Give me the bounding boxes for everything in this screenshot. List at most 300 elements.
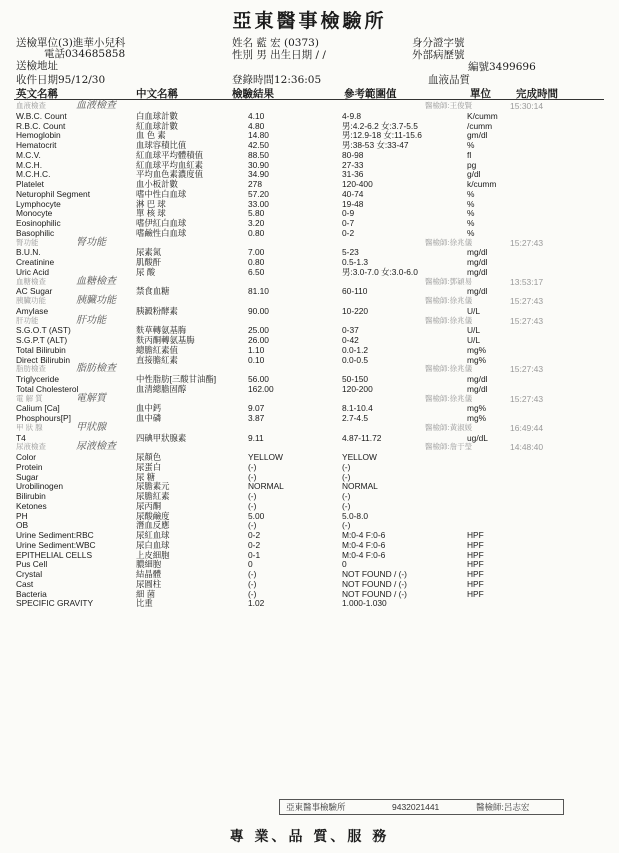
section-handwritten-note: 尿液檢查 [76,441,116,453]
section-completed-time: 13:53:17 [510,276,544,287]
test-english-name: Hematocrit [16,140,57,150]
test-chinese-name: 血小板計數 [136,179,178,189]
test-chinese-name: 細 菌 [136,588,156,599]
test-english-name: Eosinophilic [16,218,61,228]
test-result: 90.00 [248,305,269,316]
table-row [0,452,619,462]
section-handwritten-note: 脂肪檢查 [76,363,116,375]
test-unit: HPF [467,559,484,570]
test-english-name: Urine Sediment:RBC [16,530,94,540]
test-result: 26.00 [248,335,269,345]
test-unit: mg% [467,344,487,355]
test-unit: HPF [467,588,484,599]
section-technician: 醫檢師:徐兆儀 [425,237,473,247]
test-result: (-) [248,461,257,472]
test-result: 30.90 [248,159,269,170]
col-result: 檢驗結果 [232,88,274,100]
test-reference-range: 10-220 [342,305,369,316]
id-label: 身分證字號 [412,37,465,49]
test-unit: mg/dl [467,247,488,258]
section-completed-time: 15:27:43 [510,364,544,375]
test-english-name: PH [16,510,28,521]
test-unit: mg% [467,403,487,414]
test-result: 3.20 [248,218,265,228]
test-english-name: Creatinine [16,257,55,267]
test-reference-range: 40-74 [342,188,364,199]
sender-phone: 電話034685858 [44,48,126,60]
test-unit: HPF [467,539,484,550]
test-english-name: Total Bilirubin [16,344,66,355]
external-record: 外部病歷號 [412,49,465,61]
test-reference-range: 5.0-8.0 [342,510,369,521]
section-technician: 醫檢師:王俊賢 [425,101,473,110]
table-row [0,598,619,608]
test-chinese-name: 血中鈣 [136,403,162,414]
test-english-name: S.G.P.T (ALT) [16,335,68,345]
section-category: 尿液檢查 [16,442,46,452]
test-english-name: Bacteria [16,588,47,599]
test-unit: mg/dl [467,374,488,384]
test-reference-range: 男:12.9-18 女:11-15.6 [342,130,422,141]
test-reference-range: 男:38-53 女:33-47 [342,140,409,150]
test-english-name: T4 [16,432,26,443]
section-header [0,277,619,287]
table-row [0,130,619,140]
test-chinese-name: 嗜中性白血球 [136,188,187,199]
test-reference-range: 0.5-1.3 [342,257,369,267]
section-header [0,364,619,374]
section-category: 肝功能 [16,315,39,325]
test-chinese-name: 嗜伊紅白血球 [136,218,187,228]
col-completed-time: 完成時間 [516,88,558,100]
table-row [0,169,619,179]
test-result: 0 [248,559,253,570]
test-result: 278 [248,179,262,189]
test-reference-range: 19-48 [342,198,364,209]
section-category: 腎功能 [16,237,39,247]
table-row [0,403,619,413]
test-chinese-name: 禁食血糖 [136,286,170,297]
section-category: 血糖檢查 [16,276,46,286]
test-chinese-name: 肌酸酐 [136,257,162,267]
test-unit: % [467,198,475,209]
section-technician: 醫檢師:鄧穎易 [425,276,473,286]
section-header [0,238,619,248]
section-handwritten-note: 電解質 [76,392,106,404]
test-reference-range: 8.1-10.4 [342,403,373,414]
footer-phone: 9432021441 [392,802,440,812]
test-reference-range: 4.87-11.72 [342,432,382,443]
test-reference-range: 男:3.0-7.0 女:3.0-6.0 [342,266,418,277]
section-handwritten-note: 腎功能 [76,236,106,248]
test-unit: mg/dl [467,286,488,297]
test-reference-range: (-) [342,471,351,482]
test-english-name: R.B.C. Count [16,120,66,131]
test-unit: HPF [467,549,484,560]
test-english-name: Direct Bilirubin [16,354,70,365]
table-row [0,550,619,560]
test-reference-range: (-) [342,461,351,472]
section-completed-time: 15:27:43 [510,393,544,404]
test-reference-range: 0-9 [342,208,355,219]
section-category: 胰臟功能 [16,296,46,305]
test-english-name: AC Sugar [16,286,53,297]
section-completed-time: 15:30:14 [510,101,544,111]
test-unit: mg/dl [467,383,488,394]
section-category: 血液檢查 [16,101,46,110]
table-row [0,511,619,521]
test-result: 6.50 [248,266,265,277]
section-category: 脂肪檢查 [16,364,46,374]
test-english-name: M.C.V. [16,149,41,160]
col-chinese-name: 中文名稱 [136,88,178,100]
test-reference-range: M:0-4 F:0-6 [342,549,386,560]
test-reference-range: 1.000-1.030 [342,598,387,609]
section-header [0,296,619,306]
test-chinese-name: 中性脂肪[三酸甘油酯] [136,374,217,384]
test-reference-range: 0-37 [342,325,359,336]
test-english-name: Monocyte [16,208,53,219]
test-english-name: S.G.O.T (AST) [16,325,71,336]
test-unit: g/dl [467,169,481,180]
test-chinese-name: 尿膽素元 [136,481,170,492]
section-technician: 醫檢師:徐兆儀 [425,315,473,325]
table-row [0,589,619,599]
test-chinese-name: 紅血球平均體積值 [136,149,203,160]
table-row [0,199,619,209]
test-result: (-) [248,520,257,531]
test-unit: pg [467,159,477,170]
test-result: 7.00 [248,247,265,258]
test-result: 4.80 [248,120,265,131]
test-reference-range: M:0-4 F:0-6 [342,530,386,540]
test-chinese-name: 總膽紅素值 [136,344,178,355]
test-reference-range: 5-23 [342,247,359,258]
test-unit: mg% [467,354,487,365]
test-reference-range: 27-33 [342,159,364,170]
table-row [0,257,619,267]
footer-stamp [279,799,564,815]
test-result: 81.10 [248,286,269,297]
table-row [0,247,619,257]
table-row [0,218,619,228]
test-english-name: SPECIFIC GRAVITY [16,598,94,609]
section-technician: 醫檢師:徐兆儀 [425,393,473,403]
sex-birth: 性別 男 出生日期 / / [232,49,326,61]
test-english-name: Calium [Ca] [16,403,60,414]
test-english-name: Urobilinogen [16,481,64,492]
test-chinese-name: 尿丙酮 [136,500,162,511]
test-chinese-name: 尿膽紅素 [136,491,170,501]
table-row [0,111,619,121]
test-chinese-name: 平均血色素濃度值 [136,169,203,180]
test-chinese-name: 尿紅血球 [136,530,170,540]
table-row [0,462,619,472]
test-chinese-name: 比重 [136,598,153,609]
table-row [0,179,619,189]
test-english-name: W.B.C. Count [16,110,67,121]
table-row [0,520,619,530]
test-reference-range: 0-42 [342,335,359,345]
test-reference-range: 2.7-4.5 [342,413,369,423]
section-completed-time: 16:49:44 [510,422,544,433]
test-english-name: Pus Cell [16,559,48,570]
test-english-name: Sugar [16,471,39,482]
test-unit: mg% [467,413,487,423]
test-result: 0.10 [248,354,265,365]
section-completed-time: 15:27:43 [510,315,544,326]
test-english-name: Bilirubin [16,491,46,501]
test-english-name: Uric Acid [16,266,50,277]
test-result: (-) [248,569,257,579]
test-unit: U/L [467,335,481,345]
test-english-name: Ketones [16,500,47,511]
test-english-name: Hemoglobin [16,130,61,141]
table-row [0,472,619,482]
test-result: 42.50 [248,140,269,150]
test-result: (-) [248,471,257,482]
registered-time: 登錄時間12:36:05 [232,74,322,86]
test-result: 56.00 [248,374,269,384]
test-reference-range: 男:4.2-6.2 女:3.7-5.5 [342,120,418,131]
table-row [0,491,619,501]
test-reference-range: M:0-4 F:0-6 [342,539,386,550]
test-reference-range: NOT FOUND / (-) [342,578,407,589]
address-label: 送檢地址 [16,60,58,72]
test-result: 0-2 [248,530,261,540]
table-row [0,345,619,355]
test-unit: gm/dl [467,130,488,141]
sender-unit: 送檢單位(3)進華小兒科 [16,37,126,49]
col-reference: 參考範圍值 [344,88,397,100]
test-result: 4.10 [248,110,265,121]
received-date: 收件日期95/12/30 [16,74,106,86]
test-result: 1.10 [248,344,265,355]
section-header [0,442,619,452]
test-chinese-name: 胰澱粉酵素 [136,305,178,316]
test-unit: fl [467,149,472,160]
test-result: 14.80 [248,130,269,141]
test-unit: % [467,188,475,199]
section-technician: 醫檢師:黃淑媛 [425,422,473,432]
test-chinese-name: 血 色 素 [136,130,166,141]
table-row [0,121,619,131]
section-completed-time: 15:27:43 [510,296,544,306]
test-result: (-) [248,491,257,501]
test-chinese-name: 紅血球計數 [136,120,178,131]
test-chinese-name: 尿蛋白 [136,461,162,472]
test-chinese-name: 血中磷 [136,413,162,423]
test-reference-range: YELLOW [342,452,377,462]
test-result: (-) [248,500,257,511]
test-reference-range: 0-2 [342,227,355,238]
test-unit: % [467,140,475,150]
table-row [0,481,619,491]
test-unit: HPF [467,578,484,589]
test-unit: mg/dl [467,257,488,267]
test-chinese-name: 直接膽紅素 [136,354,178,365]
section-handwritten-note: 血糖檢查 [76,275,116,287]
test-reference-range: 80-98 [342,149,364,160]
table-row [0,208,619,218]
section-category: 電 解 質 [16,393,43,403]
test-chinese-name: 尿 糖 [136,471,156,482]
test-chinese-name: 尿顏色 [136,452,162,462]
test-chinese-name: 結晶體 [136,569,162,579]
section-header [0,101,619,111]
table-row [0,150,619,160]
col-english-name: 英文名稱 [16,88,58,100]
test-reference-range: 4-9.8 [342,110,362,121]
section-handwritten-note: 肝功能 [76,314,106,326]
test-english-name: Color [16,452,37,462]
test-result: (-) [248,588,257,599]
test-english-name: Urine Sediment:WBC [16,539,96,550]
test-chinese-name: 血球容積比值 [136,140,187,150]
test-reference-range: 0 [342,559,347,570]
test-reference-range: 50-150 [342,374,369,384]
test-english-name: M.C.H.C. [16,169,51,180]
test-chinese-name: 白血球計數 [136,110,178,121]
test-chinese-name: 膿細胞 [136,559,162,570]
test-result: 88.50 [248,149,269,160]
test-reference-range: 120-200 [342,383,373,394]
table-row [0,569,619,579]
test-reference-range: 120-400 [342,179,373,189]
table-row [0,335,619,345]
test-unit: % [467,208,475,219]
test-reference-range: 31-36 [342,169,364,180]
serial-number: 編號3499696 [468,61,536,73]
test-unit: HPF [467,530,484,540]
test-chinese-name: 尿酸鹼度 [136,510,170,521]
section-technician: 醫檢師:徐兆儀 [425,364,473,374]
test-unit: K/cumm [467,110,498,121]
table-row [0,501,619,511]
test-unit: mg/dl [467,266,488,277]
section-header [0,423,619,433]
section-handwritten-note: 血液檢查 [76,100,116,111]
test-result: 162.00 [248,383,274,394]
section-category: 甲 狀 腺 [16,422,43,432]
section-completed-time: 15:27:43 [510,237,544,248]
test-result: YELLOW [248,452,283,462]
test-chinese-name: 嗜鹼性白血球 [136,227,187,238]
section-handwritten-note: 甲狀腺 [76,421,106,433]
test-chinese-name: 血清總膽固醇 [136,383,187,394]
test-english-name: Phosphours[P] [16,413,71,423]
table-row [0,325,619,335]
test-english-name: Protein [16,461,43,472]
test-english-name: Platelet [16,179,44,189]
section-technician: 醫檢師:詹于瑩 [425,442,473,452]
table-row [0,530,619,540]
test-reference-range: NORMAL [342,481,378,492]
test-unit: U/L [467,325,481,336]
test-reference-range: 0.0-0.5 [342,354,369,365]
section-handwritten-note: 胰臟功能 [76,295,116,306]
test-unit: % [467,227,475,238]
col-unit: 單位 [470,88,491,100]
table-row [0,374,619,384]
table-row [0,160,619,170]
test-reference-range: NOT FOUND / (-) [342,569,407,579]
test-english-name: B.U.N. [16,247,41,258]
test-english-name: Lymphocyte [16,198,61,209]
test-result: 0-2 [248,539,261,550]
test-result: 57.20 [248,188,269,199]
test-unit: U/L [467,305,481,316]
test-unit: k/cumm [467,179,497,189]
test-english-name: Cast [16,578,34,589]
section-completed-time: 14:48:40 [510,442,544,453]
test-english-name: Amylase [16,305,49,316]
test-reference-range: 60-110 [342,286,368,297]
footer-technician: 醫檢師:呂志宏 [476,802,530,812]
test-result: NORMAL [248,481,284,492]
test-english-name: Total Cholesterol [16,383,79,394]
test-unit: % [467,218,475,228]
test-unit: /cumm [467,120,493,131]
report-title: 亞東醫事檢驗所 [232,10,387,32]
table-row [0,140,619,150]
test-english-name: Crystal [16,569,43,579]
test-result: (-) [248,578,257,589]
test-result: 0.80 [248,227,265,238]
test-unit: ug/dL [467,432,488,443]
test-chinese-name: 尿圓柱 [136,578,162,589]
patient-name: 姓名 藍 宏 (0373) [232,37,319,49]
test-result: 0-1 [248,549,261,560]
test-chinese-name: 紅血球平均血紅素 [136,159,203,170]
test-result: 3.87 [248,413,265,423]
test-english-name: Neturophil Segment [16,188,91,199]
test-english-name: Basophilic [16,227,55,238]
test-result: 33.00 [248,198,269,209]
test-chinese-name: 尿素氮 [136,247,162,258]
test-chinese-name: 麩丙酮轉氨基脢 [136,335,195,345]
test-result: 0.80 [248,257,265,267]
table-row [0,579,619,589]
slogan: 專 業、品 質、服 務 [229,829,390,845]
test-chinese-name: 尿 酸 [136,266,156,277]
test-english-name: EPITHELIAL CELLS [16,549,93,560]
test-chinese-name: 潛血反應 [136,520,170,531]
footer-lab: 亞東醫事檢驗所 [286,802,346,812]
test-result: 34.90 [248,169,269,180]
test-result: 1.02 [248,598,265,609]
test-chinese-name: 單 核 球 [136,208,166,219]
test-reference-range: 0-7 [342,218,355,228]
test-chinese-name: 淋 巴 球 [136,198,166,209]
test-unit: HPF [467,569,484,579]
test-english-name: M.C.H. [16,159,43,170]
test-reference-range: 0.0-1.2 [342,344,369,355]
test-reference-range: (-) [342,500,351,511]
blood-quality: 血液品質 [428,74,470,86]
test-english-name: OB [16,520,29,531]
test-chinese-name: 尿白血球 [136,539,170,550]
test-reference-range: (-) [342,491,351,501]
table-row [0,559,619,569]
table-row [0,540,619,550]
test-result: 25.00 [248,325,269,336]
test-reference-range: NOT FOUND / (-) [342,588,407,599]
table-row [0,189,619,199]
section-header [0,316,619,326]
test-chinese-name: 上皮細胞 [136,549,170,560]
test-chinese-name: 四碘甲狀腺素 [136,432,187,443]
